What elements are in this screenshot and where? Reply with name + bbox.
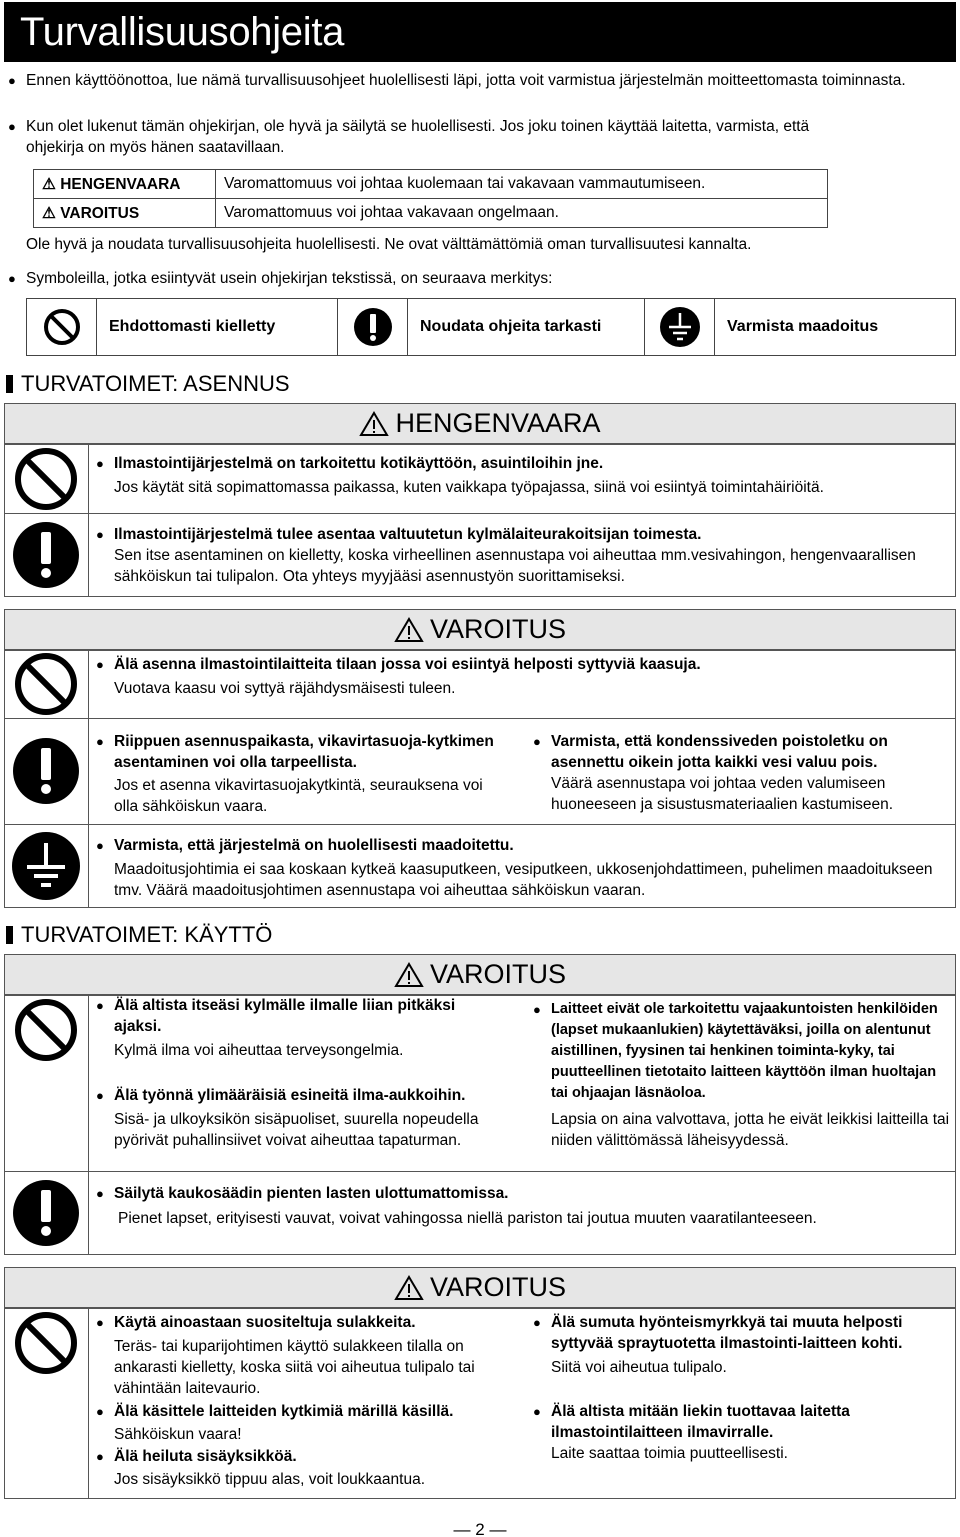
symbol-label: Noudata ohjeita tarkasti [408, 299, 645, 355]
list-item: ● Älä asenna ilmastointilaitteita tilaan jossa voi esiintyä helposti syttyviä kaasuja. Vuotava kaasu voi syttyä räjähdysmäisesti tuleen. [96, 656, 701, 697]
warning-triangle-icon [394, 617, 424, 643]
intro-item: ● Kun olet lukenut tämän ohjekirjan, ole hyvä ja säilytä se huolellisesti. Jos joku toinen käyttää laitetta, varmista, että ohjekirja on myös hänen saatavillaan. [8, 116, 858, 158]
mandatory-icon [4, 1171, 88, 1255]
list-item: ● Riippuen asennuspaikasta, vikavirtasuoja-kytkimen asentaminen voi olla tarpeellista. Jos et asenna vikavirtasuojakytkintä, seurauksena voi olla sähköiskun vaara. [96, 733, 494, 815]
list-item: ● Laitteet eivät ole tarkoitettu vajaakuntoisten henkilöiden (lapset mukaanlukien) käytettäväksi, joilla on alentunut aistillinen, fyysinen tai henkinen toiminta-kyky, tai puutteellinen tietotaito laitteen käyttöön ilman huoltajan tai ohjaajan läsnäoloa. Lapsia on aina valvottava, jotta he eivät leikkisi laitteilla tai niiden välittömässä läheisyydessä. [533, 1001, 950, 1149]
symbol-label: Varmista maadoitus [727, 318, 879, 335]
symbols-intro-item: ● Symboleilla, jotka esiintyvät usein ohjekirjan tekstissä, on seuraava merkitys: [8, 268, 908, 289]
legend-note: Ole hyvä ja noudata turvallisuusohjeita huolellisesti. Ne ovat välttämättömiä oman turvallisuutesi kannalta. [26, 236, 752, 253]
symbols-intro: Symboleilla, jotka esiintyvät usein ohjekirjan tekstissä, on seuraava merkitys: [26, 270, 553, 287]
prohibited-icon [4, 1308, 88, 1378]
hazard-legend [33, 169, 828, 228]
mandatory-icon [4, 513, 88, 597]
warning-triangle-icon [394, 962, 424, 988]
prohibited-icon [27, 299, 97, 355]
list-item: ● Älä altista itseäsi kylmälle ilmalle liian pitkäksi ajaksi. Kylmä ilma voi aiheuttaa terveysongelmia. [96, 997, 456, 1059]
prohibited-icon [4, 995, 88, 1065]
warning-triangle-icon: ⚠ [42, 204, 56, 222]
list-item: ● Varmista, että järjestelmä on huolellisesti maadoitettu. Maadoitusjohtimia ei saa koskaan kytkeä kaasuputkeen, vesiputkeen, ukkosenjohdattimeen, puhelimen maadoitukseen tmv. Väärä maadoitusjohtimen asennustapa voi aiheuttaa sähköiskun vaaran. [96, 837, 933, 899]
title-bar [4, 2, 956, 62]
intro-text: Kun olet lukenut tämän ohjekirjan, ole hyvä ja säilytä se huolellisesti. Jos joku toinen käyttää laitetta, varmista, että ohjekirja on myös hänen saatavillaan. [26, 118, 810, 156]
list-item: ● Älä työnnä ylimääräisiä esineitä ilma-aukkoihin. Sisä- ja ulkoyksikön sisäpuoliset, suurella nopeudella pyörivät puhallinsiivet voivat aiheuttaa tapaturman. [96, 1087, 479, 1149]
list-item: ● Ilmastointijärjestelmä on tarkoitettu kotikäyttöön, asuintiloihin jne. Jos käytät sitä sopimattomassa paikassa, kuten vaikkapa työpajassa, siinä voi esiintyä toimintahäiriöitä. [96, 455, 824, 496]
section-heading-use: TURVATOIMET: KÄYTTÖ [6, 922, 272, 948]
warning-banner: VAROITUS [4, 609, 956, 650]
ground-icon [645, 299, 715, 355]
list-item: ● Älä sumuta hyönteismyrkkyä tai muuta helposti syttyvää spraytuotetta ilmastointi-laitteen kohti. Siitä voi aiheutua tulipalo. [533, 1314, 903, 1376]
legend-key: HENGENVAARA [60, 175, 181, 193]
list-item: ● Varmista, että kondenssiveden poistoletku on asennettu oikein jotta kaikki vesi valuu pois. Väärä asennustapa voi johtaa veden valumiseen huoneeseen ja sisustusmateriaalien kastumiseen. [533, 733, 894, 813]
symbol-legend [26, 298, 956, 356]
legend-value: Varomattomuus voi johtaa vakavaan ongelmaan. [216, 199, 828, 228]
list-item: ● Ilmastointijärjestelmä tulee asentaa valtuutetun kylmälaiteurakoitsijan toimesta. Sen itse asentaminen on kielletty, koska virheellinen asennustapa voi aiheuttaa mm.vesivahingon, hengenvaarallisen sähköiskun tai tulipalon. Ota yhteys myyjääsi asennustyön suorittamiseksi. [96, 526, 916, 585]
list-item: ● Älä heiluta sisäyksikköä. Jos sisäyksikkö tippuu alas, voit loukkaantua. [96, 1448, 426, 1488]
list-item: ● Säilytä kaukosäädin pienten lasten ulottumattomissa. Pienet lapset, erityisesti vauvat, voivat vahingossa niellä pariston tai joutua muuten vaaratilanteeseen. [96, 1185, 817, 1227]
legend-key: VAROITUS [60, 204, 140, 222]
list-item: ● Älä käsittele laitteiden kytkimiä märillä käsillä. Sähköiskun vaara! [96, 1403, 454, 1443]
section-heading-install: TURVATOIMET: ASENNUS [6, 371, 290, 397]
warning-banner: VAROITUS [4, 954, 956, 995]
warning-triangle-icon [359, 411, 389, 437]
mandatory-icon [4, 718, 88, 824]
mandatory-icon [338, 299, 408, 355]
list-item: ● Älä altista mitään liekin tuottavaa laitetta ilmastointilaitteen ilmavirralle. Laite saattaa toimia puutteellisesti. [533, 1403, 850, 1462]
symbol-label: Ehdottomasti kielletty [97, 299, 338, 355]
page-number: — 2 — [453, 1520, 507, 1537]
intro-text: Ennen käyttöönottoa, lue nämä turvallisuusohjeet huolellisesti läpi, jotta voit varmistua järjestelmän moitteettomasta toiminnasta. [26, 72, 906, 89]
warning-triangle-icon [394, 1275, 424, 1301]
legend-row [34, 170, 828, 199]
warning-banner: VAROITUS [4, 1267, 956, 1308]
legend-value: Varomattomuus voi johtaa kuolemaan tai vakavaan vammautumiseen. [216, 170, 828, 199]
prohibited-icon [4, 444, 88, 513]
intro-item: ● Ennen käyttöönottoa, lue nämä turvallisuusohjeet huolellisesti läpi, jotta voit varmistua järjestelmän moitteettomasta toiminnasta. [8, 70, 908, 91]
list-item: ● Käytä ainoastaan suositeltuja sulakkeita. Teräs- tai kuparijohtimen käyttö sulakkeen tilalla on ankarasti kielletty, koska siitä voi aiheutua tulipalo tai vähintään laitevaurio. [96, 1314, 475, 1397]
page-title: Turvallisuusohjeita [20, 10, 345, 54]
prohibited-icon [4, 650, 88, 718]
ground-icon [4, 824, 88, 908]
legend-row [34, 199, 828, 228]
warning-triangle-icon: ⚠ [42, 175, 56, 193]
danger-banner: HENGENVAARA [4, 403, 956, 444]
